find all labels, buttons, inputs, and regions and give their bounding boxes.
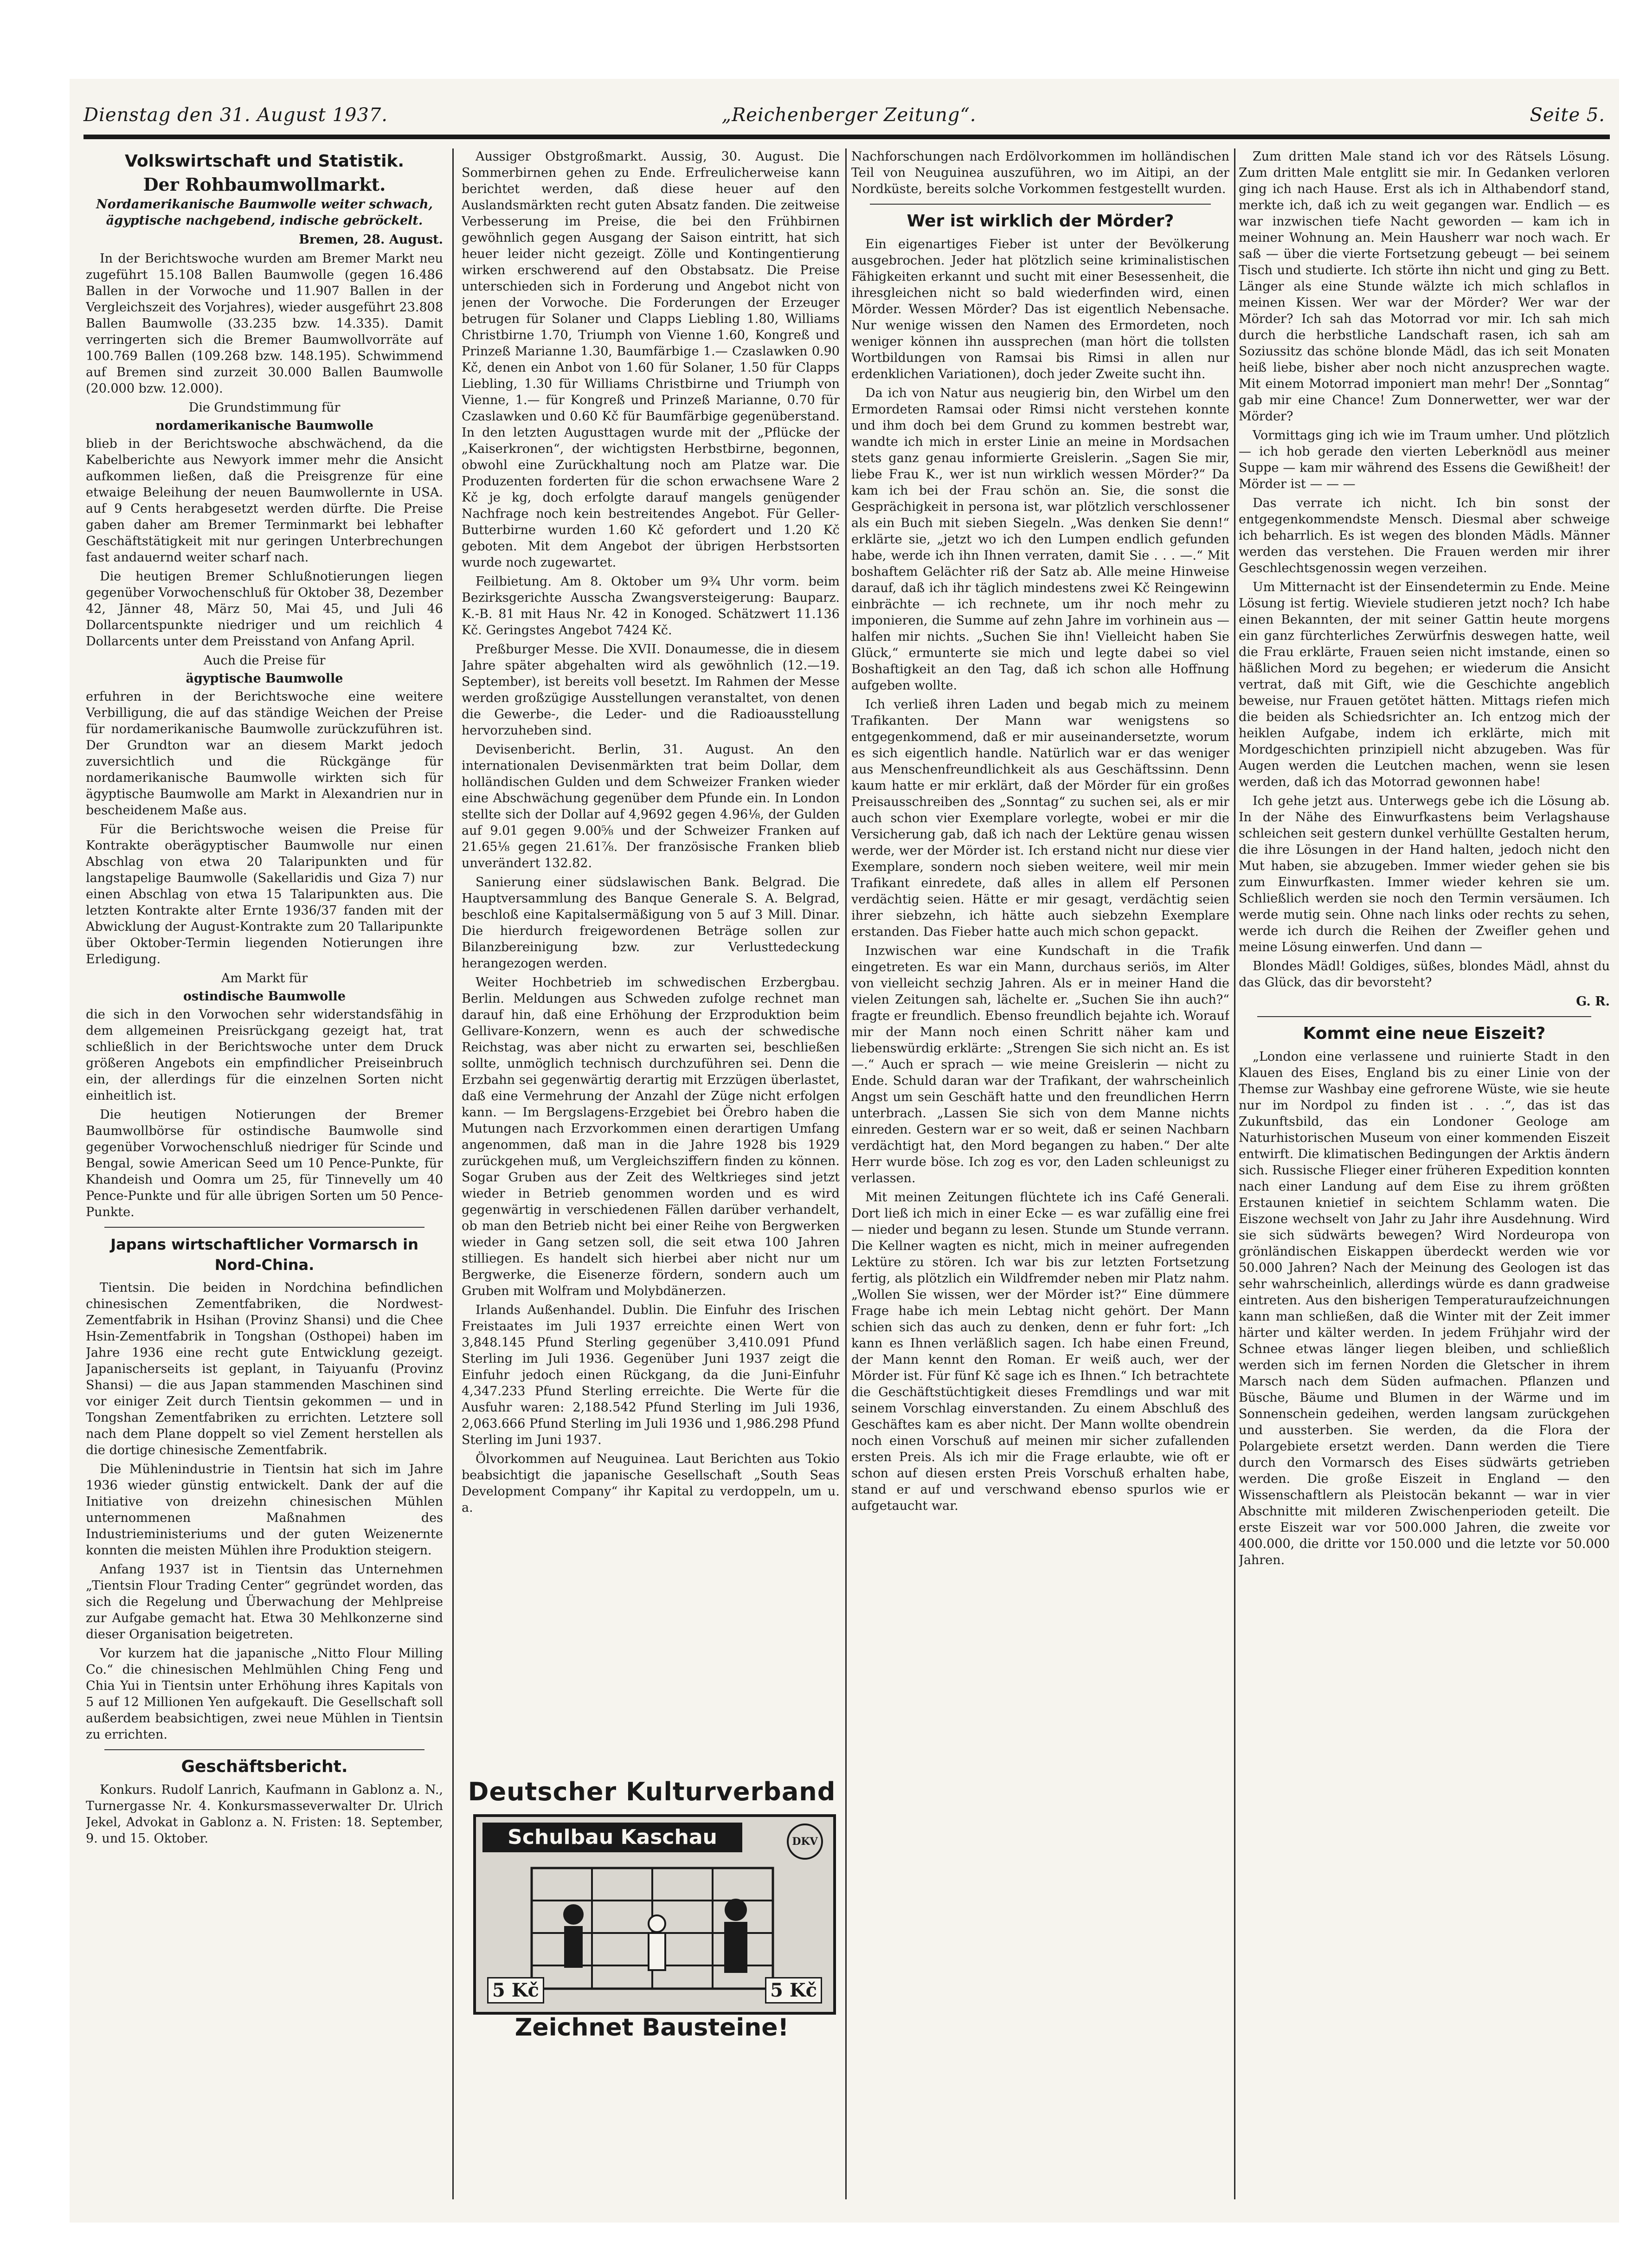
issue-date: Dienstag den 31. August 1937. xyxy=(84,104,388,126)
paragraph: Die Mühlenindustrie in Tientsin hat sich im Jahre 1936 wieder günstig entwickelt. Dank der auf die Initiative von dreizehn chinesischen Mühlen unternommenen Maßnahmen des Industrieministeriums und der guten Weizenernte konnten die meisten Mühlen ihre Produktion steigern. xyxy=(86,1462,443,1558)
paragraph: Vormittags ging ich wie im Traum umher. Und plötzlich — ich hob gerade den vierten Leberknödl aus meiner Suppe — kam mir während des Essens die Gewißheit! der Mörder ist — — — xyxy=(1239,428,1610,491)
section-rule xyxy=(104,1749,424,1750)
paragraph: Weiter Hochbetrieb im schwedischen Erzbergbau. Berlin. Meldungen aus Schweden zufolge rechnet man darauf hin, daß eine Erhöhung der Erzproduktion beim Gellivare-Konzern, wenn es auch der schwedische Reichstag, was aber nicht zu erwarten sei, beschließen sollte, unmöglich technisch durchzuführen sei. Denn die Erzbahn sei gegenwärtig derartig mit Erzzügen überlastet, daß eine Vermehrung der Anzahl der Züge nicht erfolgen kann. — Im Bergslagens-Erzgebiet bei Örebro haben die Mutungen nach Erzvorkommen einen derartigen Umfang angenommen, daß man in die Jahre 1928 bis 1929 zurückgehen muß, um Vergleichsziffern finden zu können. Sogar Gruben aus der Zeit des Weltkrieges sind jetzt wieder in Betrieb genommen worden und es wird gegenwärtig in verschiedenen Fällen darüber verhandelt, ob man den Betrieb nicht bei einer Reihe von Bergwerken wieder in Gang setzen soll, die seit etwa 100 Jahren stilliegen. Es handelt sich hierbei aber nicht nur um Bergwerke, die Eisenerze fördern, sondern auch um Gruben mit Wolfram und Molybdänerzen. xyxy=(462,975,840,1298)
paragraph: Das verrate ich nicht. Ich bin sonst der entgegenkommendste Mensch. Diesmal aber schweige ich beharrlich. Es ist wegen des blonden Mädls. Männer werden das verstehen. Die Frauen werden mir ihrer Geschlechtsgenossin wegen verzeihen. xyxy=(1239,496,1610,575)
inline-heading: ostindische Baumwolle xyxy=(183,989,346,1004)
section-heading: Volkswirtschaft und Statistik. xyxy=(124,152,405,171)
paragraph: Sanierung einer südslawischen Bank. Belgrad. Die Hauptversammlung des Banque Generale S. A. Belgrad, beschloß eine Kapitalsermäßigung von 5 auf 3 Mill. Dinar. Die hierdurch freigewordenen Beträge sollen zur Bilanzbereinigung bzw. zur Verlusttedeckung herangezogen werden. xyxy=(462,875,840,971)
paragraph: Preßburger Messe. Die XVII. Donaumesse, die in diesem Jahre später abgehalten wird als gewöhnlich (12.—19. September), ist bereits voll besetzt. Im Rahmen der Messe werden großzügige Ausstellungen veranstaltet, von denen die Gewerbe-, die Leder- und die Radioausstellung hervorzuheben sind. xyxy=(462,642,840,738)
paragraph: „London eine verlassene und ruinierte Stadt in den Klauen des Eises, England bis zu einer Linie von der Themse zur Washbay eine gefrorene Wüste, wie sie heute nur im Nordpol zu finden ist . . .“, das ist das Zukunftsbild, das ein Londoner Geologe am Naturhistorischen Museum von einer kommenden Eiszeit entwirft. Die klimatischen Bedingungen der Arktis ändern sich. Russische Flieger einer früheren Expedition konnten nach einer Landung auf dem Eise zu ihrem größten Erstaunen knietief in seichtem Schlamm waten. Die Eiszone wechselt von Jahr zu Jahr ihre Ausdehnung. Wird sie sich südwärts bewegen? Wird Nordeuropa von grönländischen Eiskappen überdeckt werden wie vor 50.000 Jahren? Nach der Meinung des Geologen ist das sehr wahrscheinlich, allerdings würde es dann gradweise eintreten. Aus den bisherigen Temperaturaufzeichnungen kann man schließen, daß die Winter mit der Zeit immer härter und kälter werden. In jedem Frühjahr wird der Schnee etwas länger liegen bleiben, und schließlich werden sich im fernen Norden die Gletscher in ihrem Marsch nach dem Süden aufmachen. Pflanzen und Büsche, Bäume und Blumen in der Wärme und im Sonnenschein gedeihen, werden langsam zurückgehen und aussterben. Sie werden, da die Flora der Polargebiete ersetzt werden. Dann werden die Tiere durch den Vormarsch des Eises südwärts getrieben werden. Die große Eiszeit in England — den Wissenschaftlern als Pleistocän bekannt — war in vier Abschnitte mit milderen Zwischenperioden geteilt. Die erste Eiszeit war vor 500.000 Jahren, die zweite vor 400.000, die dritte vor 150.000 und die letzte vor 50.000 Jahren. xyxy=(1239,1050,1610,1567)
price-tag: 5 Kč xyxy=(765,1977,822,2004)
ad-illustration xyxy=(473,1814,836,2015)
page-header xyxy=(84,100,1619,132)
column-divider xyxy=(452,148,454,2199)
paragraph: Irlands Außenhandel. Dublin. Die Einfuhr des Irischen Freistaates im Juli 1937 erreichte einen Wert von 3,848.145 Pfund Sterling gegenüber 3,410.091 Pfund Sterling im Juli 1936. Gegenüber Juni 1937 zeigt die Einfuhr jedoch einen Rückgang, da die Juni-Einfuhr 4,347.233 Pfund Sterling erreichte. Die Werte für die Ausfuhr waren: 2,188.542 Pfund Sterling im Juli 1936, 2,063.666 Pfund Sterling im Juli 1936 und 1,986.298 Pfund Sterling im Juni 1937. xyxy=(462,1303,840,1447)
advertisement xyxy=(464,1777,840,2055)
ad-title: Deutscher Kulturverband xyxy=(468,1777,836,1806)
paragraph: Ich verließ ihren Laden und begab mich zu meinem Trafikanten. Der Mann war wenigstens so entgegenkommend, daß er mir auseinandersetzte, worum es sich eigentlich handle. Natürlich war er das weniger aus Menschenfreundlichkeit als aus Geschäftssinn. Denn kaum hatte er mir erklärt, daß der Mörder für ein großes Preisausschreiben des „Sonntag“ zu suchen sei, als er mir auch schon vier Exemplare vorlegte, wobei er mir die Versicherung gab, daß ich nach der Lektüre genau wissen werde, wer der Mörder ist. Ich erstand nicht nur diese vier Exemplare, sondern noch sieben weitere, weil mir mein Trafikant einredete, daß alles in allem elf Personen verdächtig seien. Hätte er mir gesagt, verdächtig seien ihrer siebzehn, ich hätte auch siebzehn Exemplare erstanden. Das Fieber hatte auch mich schon gepackt. xyxy=(851,697,1229,939)
paragraph: Für die Berichtswoche weisen die Preise für Kontrakte oberägyptischer Baumwolle nur einen Abschlag von etwa 20 Talaripunkten und für langstapelige Baumwolle (Sakellaridis und Giza 7) nur einen Abschlag von etwa 15 Talaripunkten aus. Die letzten Kontrakte alter Ernte 1936/37 fanden mit der Abwicklung der August-Kontrakte zum 20 Tallaripunkte über Oktober-Termin liegenden Notierungen ihre Erledigung. xyxy=(86,822,443,966)
paragraph: Ein eigenartiges Fieber ist unter der Bevölkerung ausgebrochen. Jeder hat plötzlich seine kriminalistischen Fähigkeiten erkannt und sucht mit einer Besessenheit, die ihresgleichen nicht so bald wiederfinden wird, einen Mörder. Wessen Mörder? Das ist eigentlich Nebensache. Nur wenige wissen den Namen des Ermordeten, noch weniger können ihn aussprechen (man hört die tollsten Wortbildungen von Ramsai bis Rimsi in allen nur erdenklichen Variationen), doch jeder Zweite sucht ihn. xyxy=(851,237,1229,381)
paragraph: In der Berichtswoche wurden am Bremer Markt neu zugeführt 15.108 Ballen Baumwolle (gegen 16.486 Ballen in der Vorwoche und 11.907 Ballen in der Vergleichszeit des Vorjahres), wieder ausgeführt 23.808 Ballen Baumwolle (33.235 bzw. 14.335). Damit verringerten sich die Bremer Baumwollvorräte auf 100.769 Ballen (109.268 bzw. 148.195). Schwimmend auf Bremen sind zurzeit 30.000 Ballen Baumwolle (20.000 bzw. 12.000). xyxy=(86,251,443,396)
header-rule xyxy=(84,135,1610,139)
section-rule xyxy=(104,1227,424,1228)
ad-slogan: Zeichnet Bausteine! xyxy=(514,2014,789,2042)
paragraph: Ich gehe jetzt aus. Unterwegs gebe ich die Lösung ab. In der Nähe des Einwurfkastens beim Verlagshause schleichen seit gestern dunkel verhüllte Gestalten herum, die ihre Lösungen in der Hand halten, jedoch nicht den Mut haben, sie abzugeben. Immer wieder gehen sie bis zum Einwurfkasten. Immer wieder kehren sie um. Schließlich werden sie noch den Termin versäumen. Ich werde mutig sein. Ohne nach links oder rechts zu sehen, werde ich durch die Reihen der Zweifler gehen und meine Lösung einwerfen. Und dann — xyxy=(1239,794,1610,954)
paragraph: Vor kurzem hat die japanische „Nitto Flour Milling Co.“ die chinesischen Mehlmühlen Ching Feng und Chia Yui in Tientsin unter Erhöhung ihres Kapitals von 5 auf 12 Millionen Yen aufgekauft. Die Gesellschaft soll außerdem beabsichtigen, zwei neue Mühlen in Tientsin zu errichten. xyxy=(86,1646,443,1742)
paragraph: Die heutigen Bremer Schlußnotierungen liegen gegenüber Vorwochenschluß für Oktober 38, Dezember 42, Jänner 48, März 50, Mai 45, und Juli 46 Dollarcentspunkte niedriger und um reichlich 4 Dollarcents unter dem Preisstand von Anfang April. xyxy=(86,569,443,649)
column-divider xyxy=(845,148,847,2199)
dateline: Bremen, 28. August. xyxy=(299,232,443,247)
article-headline: Kommt eine neue Eiszeit? xyxy=(1303,1024,1546,1043)
paragraph: blieb in der Berichtswoche abschwächend, da die Kabelberichte aus Newyork immer mehr die Ansicht aufkommen ließen, daß die Preisgrenze für eine etwaige Beleihung der neuen Baumwollernte in USA. auf 9 Cents herabgesetzt werden dürfte. Die Preise gaben daher am Bremer Terminmarkt bei lebhafter Geschäftstätigkeit mit nur geringen Unterbrechungen fast andauernd weiter scharf nach. xyxy=(86,437,443,565)
paragraph: Nachforschungen nach Erdölvorkommen im holländischen Teil von Neuguinea auszuführen, wo im Aitipi, an der Nordküste, bereits solche Vorkommen festgestellt wurden. xyxy=(851,149,1229,196)
paragraph: Devisenbericht. Berlin, 31. August. An den internationalen Devisenmärkten trat beim Dollar, dem holländischen Gulden und dem Schweizer Franken wieder eine Abschwächung gegenüber dem Pfunde ein. In London stellte sich der Dollar auf 4,9692 gegen 4.96⅛, der Gulden auf 9.01 gegen 9.00⅝ und der Schweizer Franken auf 21.65⅛ gegen 21.61⅞. Der französische Franken blieb unverändert 132.82. xyxy=(462,742,840,870)
paragraph: Die heutigen Notierungen der Bremer Baumwollbörse für ostindische Baumwolle sind gegenüber Vorwochenschluß niedriger für Scinde und Bengal, sowie American Seed um 10 Pence-Punkte, für Khandeish und Oomra um 25, für Tinnevelly um 40 Pence-Punkte und für alle übrigen Sorten um 50 Pence-Punkte. xyxy=(86,1108,443,1219)
paragraph: Konkurs. Rudolf Lanrich, Kaufmann in Gablonz a. N., Turnergasse Nr. 4. Konkursmasseverwalter Dr. Ulrich Jekel, Advokat in Gablonz a. N. Fristen: 18. September, 9. und 15. Oktober. xyxy=(86,1783,443,1846)
paragraph: Um Mitternacht ist der Einsendetermin zu Ende. Meine Lösung ist fertig. Wieviele studieren jetzt noch? Ich habe einen Bekannten, der mit seiner Gattin heute morgens ein ganz fürchterliches Zerwürfnis deswegen hatte, weil die Frau erklärte, Frauen seien nicht imstande, einen so häßlichen Mord zu begehen; er wiederum die Ansicht vertrat, daß mit Gift, wie die Geschichte angeblich beweise, nur Frauen getötet hätten. Mittags riefen mich die beiden als Schiedsrichter an. Ich entzog mich der heiklen Aufgabe, indem ich erklärte, mich mit Mordgeschichten prinzipiell nicht abzugeben. Was für Augen werden die Leutchen machen, wenn sie lesen werden, daß ich das Motorrad gewonnen habe! xyxy=(1239,580,1610,789)
article-subheadline: Nordamerikanische Baumwolle weiter schwach, ägyptische nachgebend, indische gebröckelt. xyxy=(96,197,433,228)
inline-heading: Am Markt für xyxy=(221,971,308,986)
inline-heading: Die Grundstimmung für xyxy=(188,400,341,415)
section-rule xyxy=(1257,1016,1591,1017)
paragraph: Feilbietung. Am 8. Oktober um 9¾ Uhr vorm. beim Bezirksgerichte Ausscha Zwangsversteigerung: Bauparz. K.-B. 81 mit Haus Nr. 42 in Konoged. Schätzwert 11.136 Kč. Geringstes Angebot 7424 Kč. xyxy=(462,574,840,638)
inline-heading: Auch die Preise für xyxy=(203,653,326,668)
paragraph: Tientsin. Die beiden in Nordchina befindlichen chinesischen Zementfabriken, die Nordwest-Zementfabrik in Hsihan (Provinz Shansi) und die Chee Hsin-Zementfabrik in Tongshan (Osthopei) haben im Jahre 1936 eine recht gute Entwicklung gezeigt. Japanischerseits ist geplant, in Taiyuanfu (Provinz Shansi) — die aus Japan stammenden Maschinen sind vor einiger Zeit durch Tientsin gekommen — und in Tongshan Zementfabriken zu errichten. Letztere soll nach dem Plane doppelt so viel Zement herstellen als die dortige chinesische Zementfabrik. xyxy=(86,1281,443,1457)
paragraph: Inzwischen war eine Kundschaft in die Trafik eingetreten. Es war ein Mann, durchaus seriös, im Alter von vielleicht sechzig Jahren. Als er in meiner Hand die vielen Zeitungen sah, lächelte er. „Suchen Sie ihn auch?“ fragte er freundlich. Ebenso freundlich bejahte ich. Worauf mir der Mann noch einen Schritt näher kam und liebenswürdig erklärte: „Strengen Sie sich nicht an. Es ist —.“ Auch er sprach — wie meine Greislerin — nicht zu Ende. Schuld daran war der Trafikant, der wahrscheinlich Angst um sein Geschäft hatte und den freundlichen Herrn unterbrach. „Lassen Sie sich von dem Manne nichts einreden. Gestern war er so weit, daß er seinen Nachbarn verdächtigt hat, den Mord begangen zu haben.“ Der alte Herr wurde böse. Ich zog es vor, den Laden schleunigst zu verlassen. xyxy=(851,944,1229,1186)
paragraph: die sich in den Vorwochen sehr widerstandsfähig in dem allgemeinen Preisrückgang gezeigt hat, trat schließlich in der Berichtswoche unter dem Druck größeren Angebots ein empfindlicher Preiseinbruch ein, der allerdings für die einzelnen Sorten nicht einheitlich ist. xyxy=(86,1007,443,1103)
paragraph: Ölvorkommen auf Neuguinea. Laut Berichten aus Tokio beabsichtigt die japanische Gesellschaft „South Seas Development Company“ ihr Kapital zu verdoppeln, um u. a. xyxy=(462,1452,840,1515)
paragraph: Mit meinen Zeitungen flüchtete ich ins Café Generali. Dort ließ ich mich in einer Ecke — es war zufällig eine frei — nieder und begann zu lesen. Stunde um Stunde verrann. Die Kellner wagten es nicht, mich in meiner aufregenden Lektüre zu stören. Ich war bis zur letzten Fortsetzung fertig, als plötzlich ein Wildfremder neben mir Platz nahm. „Wollen Sie wissen, wer der Mörder ist?“ Eine dümmere Frage habe ich mein Lebtag nicht gehört. Der Mann schien sich das auch zu denken, denn er fuhr fort: „Ich kann es Ihnen verläßlich sagen. Ich habe einen Freund, der Mann kennt den Roman. Er weiß auch, wer der Mörder ist. Für fünf Kč sage ich es Ihnen.“ Ich betrachtete die Geschäftstüchtigkeit dieses Fremdlings und war mit seinem Vorschlag einverstanden. Zu einem Abschluß des Geschäftes kam es aber nicht. Der Mann wollte obendrein noch einen Vorschuß auf meinen mir sicher zufallenden ersten Preis. Als ich mir die Frage erlaubte, wie oft er schon auf diesen ersten Preis Vorschuß erhalten habe, stand er auf und verschwand ebenso spurlos wie er aufgetaucht war. xyxy=(851,1190,1229,1513)
paragraph: Da ich von Natur aus neugierig bin, den Wirbel um den Ermordeten Ramsai oder Rimsi nicht verstehen konnte und ihm doch bei dem Grund zu kommen bestrebt war, wandte ich mich in erster Linie an meine in Mordsachen stets ganz genau informierte Greislerin. „Sagen Sie mir, liebe Frau K., wer ist nun wirklich wessen Mörder?“ Da kam ich bei der Frau schön an. Sie, die sonst die Gesprächigkeit in persona ist, war plötzlich verschlossener als ein Buch mit sieben Siegeln. „Was denken Sie denn!“ erklärte sie, „jetzt wo ich den Lumpen endlich gefunden habe, werde ich ihn Ihnen verraten, damit Sie . . . —.“ Mit boshaftem Gelächter riß der Satz ab. Alle meine Hinweise darauf, daß ich ihr täglich mindestens zwei Kč Reingewinn einbrächte — ich rechnete, um ihr noch mehr zu imponieren, die Summe auf zehn Jahre im vorhinein aus — halfen mir nichts. „Suchen Sie ihn! Vielleicht haben Sie Glück,“ ermunterte sie mich und legte dabei so viel Boshaftigkeit an den Tag, daß ich schon alle Hoffnung aufgeben wollte. xyxy=(851,386,1229,693)
paragraph: Zum dritten Male stand ich vor des Rätsels Lösung. Zum dritten Male entglitt sie mir. In Gedanken verloren ging ich nach Hause. Erst als ich in Althabendorf stand, merkte ich, daß ich zu weit gegangen war. Endlich — es war inzwischen tiefe Nacht geworden — kam ich in meiner Wohnung an. Mein Hausherr war noch wach. Er saß — über die vierte Fortsetzung gebeugt — bei seinem Tisch und studierte. Ich störte ihn nicht und ging zu Bett. Länger als eine Stunde wälzte ich mich schlaflos in meinen Kissen. Wer war der Mörder? Wer war der Mörder? Ich sah das Motorrad vor mir. Ich sah mich durch die herbstliche Landschaft rasen, ich sah am Soziussitz das schöne blonde Mädl, das ich seit Monaten heiß liebe, bisher aber noch nicht anzusprechen wagte. Mit einem Motorrad imponiert man mehr! Der „Sonntag“ gab mir eine Chance! Zum Donnerwetter, wer war der Mörder? xyxy=(1239,149,1610,424)
paragraph: Aussiger Obstgroßmarkt. Aussig, 30. August. Die Sommerbirnen gehen zu Ende. Erfreulicherweise kann berichtet werden, daß diese heuer auf den Auslandsmärkten recht guten Absatz fanden. Die zeitweise Verbesserung im Preise, die bei den Frühbirnen gewöhnlich gegen Ausgang der Saison eintritt, hat sich heuer leider nicht gezeigt. Zölle und Kontingentierung wirken erschwerend auf den Obstabsatz. Die Preise unterschieden sich in Forderung und Angebot nicht von jenen der Vorwoche. Die Forderungen der Erzeuger betrugen für Solaner und Clapps Liebling 1.80, Williams Christbirne 1.70, Triumph von Vienne 1.60, Kongreß und Prinzeß Marianne 1.30, Baumfärbige 1.— Czaslawken 0.90 Kč, denen ein Anbot von 1.60 für Solaner, 1.50 für Clapps Liebling, 1.30 für Williams Christbirne und Triumph von Vienne, 1.— für Kongreß und Prinzeß Marianne, 0.70 für Czaslawken und 0.60 Kč für Baumfärbige gegenüberstand. In den letzten Augusttagen wurde mit der „Pflücke der „Kaiserkronen“, der wichtigsten Herbstbirne, begonnen, obwohl eine Zurückhaltung noch am Platze war. Die Produzenten forderten für die schon erwachsene Ware 2 Kč je kg, doch erfolgte darauf mangels genügender Nachfrage noch kein bestreitendes Angebot. Für Geller-Butterbirne wurden 1.60 Kč gefordert und 1.20 Kč geboten. Mit dem Angebot der übrigen Herbstsorten wurde noch zugewartet. xyxy=(462,149,840,570)
column-divider xyxy=(1234,148,1235,2199)
newspaper-title: „Reichenberger Zeitung“. xyxy=(721,104,977,126)
article-headline: Der Rohbaumwollmarkt. xyxy=(143,174,386,195)
article-headline: Wer ist wirklich der Mörder? xyxy=(907,212,1174,231)
paragraph: erfuhren in der Berichtswoche eine weitere Verbilligung, die auf das ständige Weichen der Preise für nordamerikanische Baumwolle zurückzuführen ist. Der Grundton war an diesem Markt jedoch zuversichtlich und die Rückgänge für nordamerikanische Baumwolle wirkten sich für ägyptische Baumwolle am Markt in Alexandrien nur in bescheidenem Maße aus. xyxy=(86,689,443,818)
dkv-logo-icon: DKV xyxy=(787,1823,823,1860)
price-tag: 5 Kč xyxy=(487,1977,544,2004)
column-2 xyxy=(462,148,840,1935)
section-heading: Geschäftsbericht. xyxy=(181,1757,348,1776)
article-headline: Japans wirtschaftlicher Vormarsch in Nord-China. xyxy=(110,1236,418,1274)
paragraph: Blondes Mädl! Goldiges, süßes, blondes Mädl, ahnst du das Glück, das dir bevorsteht? xyxy=(1239,959,1610,990)
column-4 xyxy=(1239,148,1610,2199)
column-3 xyxy=(851,148,1229,2199)
inline-heading: ägyptische Baumwolle xyxy=(186,671,343,686)
section-rule xyxy=(870,204,1211,205)
page-number: Seite 5. xyxy=(1530,104,1605,126)
author-signature: G. R. xyxy=(1576,994,1610,1009)
page-margin xyxy=(0,0,70,2268)
column-1 xyxy=(86,148,443,2199)
ad-banner: Schulbau Kaschau xyxy=(482,1823,742,1852)
paragraph: Anfang 1937 ist in Tientsin das Unternehmen „Tientsin Flour Trading Center“ gegründet worden, das sich die Regelung und Überwachung der Mehlpreise zur Aufgabe gemacht hat. Etwa 30 Mehlkonzerne sind dieser Organisation beigetreten. xyxy=(86,1562,443,1642)
inline-heading: nordamerikanische Baumwolle xyxy=(155,419,373,433)
